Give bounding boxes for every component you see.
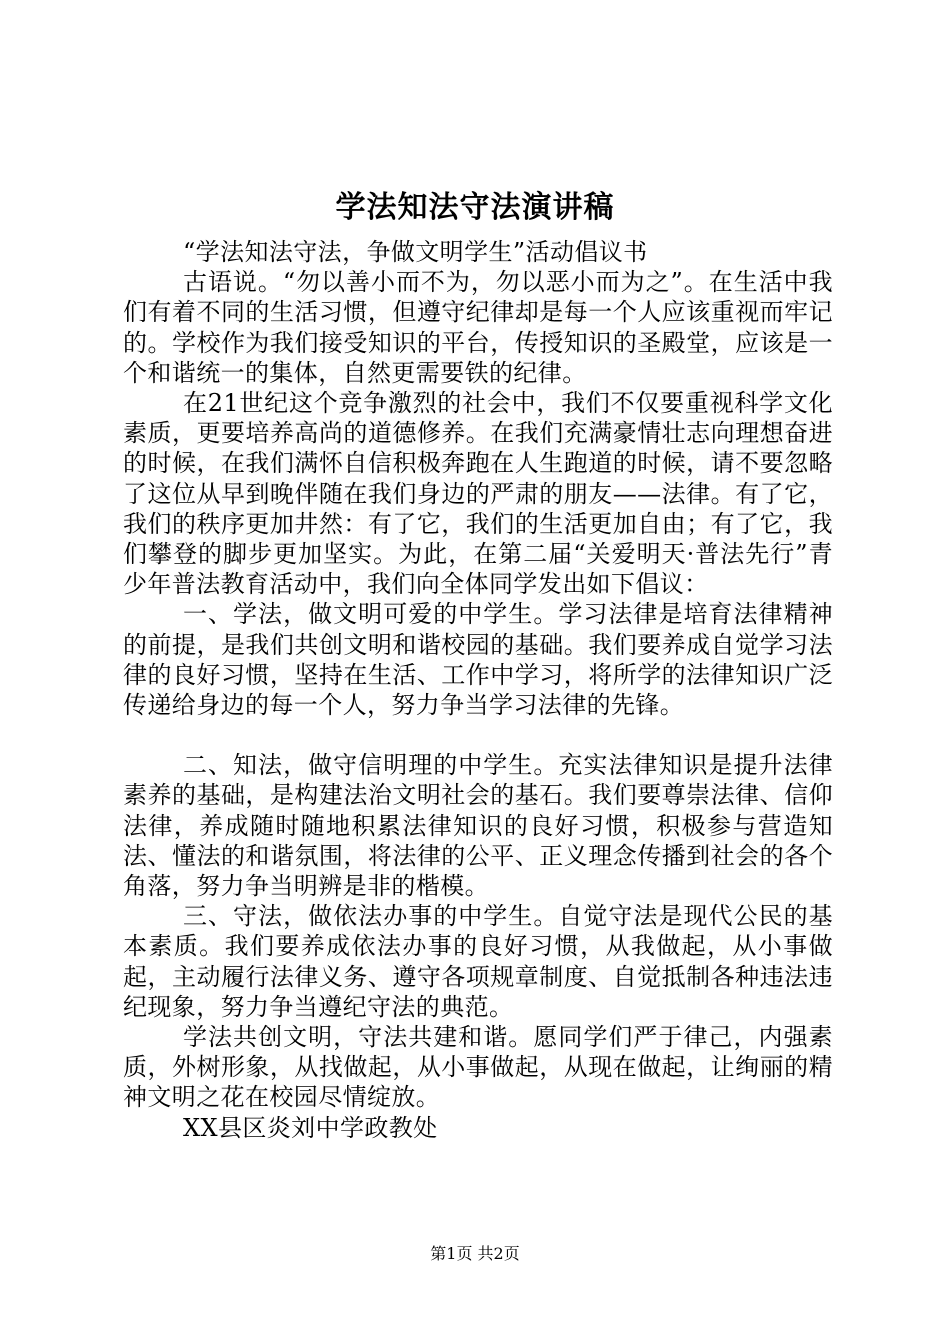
subtitle-paragraph: “学法知法守法，争做文明学生”活动倡议书 <box>183 238 648 266</box>
body-paragraph: 古语说。“勿以善小而不为，勿以恶小而为之”。在生活中我们有着不同的生活习惯，但遵守纪律却是每一个人应该重视而牢记的。学校作为我们接受知识的平台，传授知识的圣殿堂，应该是一个和谐统一的集体，自然更需要铁的纪律。 <box>123 268 833 387</box>
page-footer: 第1页 共2页 <box>430 1244 520 1263</box>
body-paragraph: 在21世纪这个竞争激烈的社会中，我们不仅要重视科学文化素质，更要培养高尚的道德修养。在我们充满豪情壮志向理想奋进的时候，在我们满怀自信积极奔跑在人生跑道的时候，请不要忽略了这位从早到晚伴随在我们身边的严肃的朋友——法律。有了它，我们的秩序更加井然：有了它，我们的生活更加自由；有了它，我们攀登的脚步更加坚实。为此，在第二届“关爱明天·普法先行”青少年普法教育活动中，我们向全体同学发出如下倡议： <box>123 389 833 599</box>
body-paragraph: 一、学法，做文明可爱的中学生。学习法律是培育法律精神的前提，是我们共创文明和谐校园的基础。我们要养成自觉学习法律的良好习惯，坚持在生活、工作中学习，将所学的法律知识广泛传递给身边的每一个人，努力争当学习法律的先锋。 <box>123 600 833 720</box>
body-paragraph: 三、守法，做依法办事的中学生。自觉守法是现代公民的基本素质。我们要养成依法办事的良好习惯，从我做起，从小事做起，主动履行法律义务、遵守各项规章制度、自觉抵制各种违法违纪现象，努力争当遵纪守法的典范。 <box>123 902 833 1021</box>
signature-paragraph: XX县区炎刘中学政教处 <box>183 1113 438 1142</box>
body-paragraph: 学法共创文明，守法共建和谐。愿同学们严于律己，内强素质，外树形象，从找做起，从小事做起，从现在做起，让绚丽的精神文明之花在校园尽情绽放。 <box>123 1023 833 1112</box>
document-body <box>123 237 833 1143</box>
body-paragraph: 二、知法，做守信明理的中学生。充实法律知识是提升法律素养的基础，是构建法治文明社会的基石。我们要尊崇法律、信仰法律，养成随时随地积累法律知识的良好习惯，积极参与营造知法、懂法的和谐氛围，将法律的公平、正义理念传播到社会的各个角落，努力争当明辨是非的楷模。 <box>123 751 833 901</box>
document-title: 学法知法守法演讲稿 <box>335 190 615 225</box>
